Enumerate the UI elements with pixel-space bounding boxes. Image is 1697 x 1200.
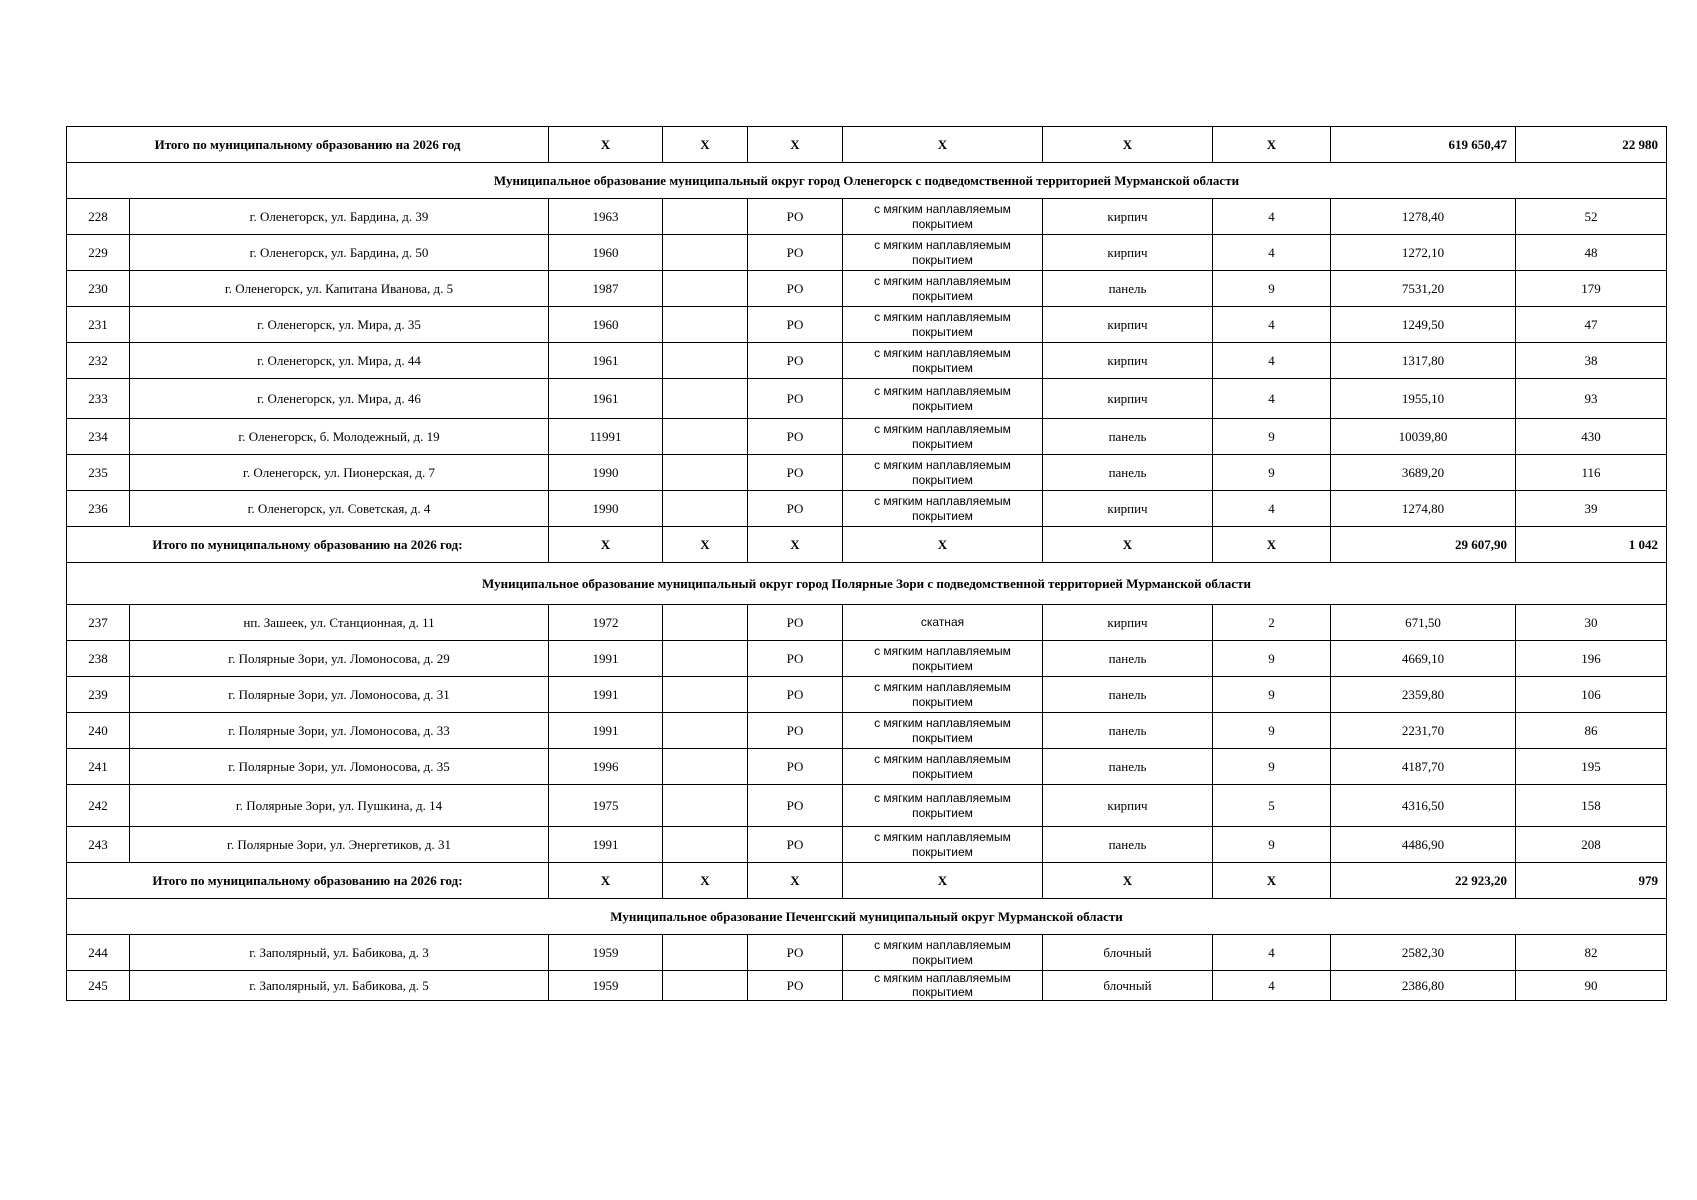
method-cell: РО [748, 455, 843, 491]
total-mark: X [663, 127, 748, 163]
reconstruction-cell [663, 235, 748, 271]
total-mark: X [663, 863, 748, 899]
address-cell: г. Оленегорск, ул. Мира, д. 46 [130, 379, 549, 419]
method-cell: РО [748, 307, 843, 343]
floors-cell: 5 [1213, 785, 1331, 827]
method-cell: РО [748, 641, 843, 677]
residents-cell: 430 [1516, 419, 1667, 455]
total-mark: X [1043, 863, 1213, 899]
residents-cell: 47 [1516, 307, 1667, 343]
residents-cell: 38 [1516, 343, 1667, 379]
area-cell: 2359,80 [1331, 677, 1516, 713]
roof-type-cell: с мягким наплавляемым покрытием [843, 379, 1043, 419]
total-mark: X [1213, 863, 1331, 899]
address-cell: г. Полярные Зори, ул. Ломоносова, д. 31 [130, 677, 549, 713]
year-built-cell: 1991 [549, 827, 663, 863]
method-cell: РО [748, 419, 843, 455]
floors-cell: 9 [1213, 749, 1331, 785]
total-row [67, 863, 1667, 899]
housing-table [66, 126, 1667, 1001]
residents-cell: 86 [1516, 713, 1667, 749]
total-row [67, 127, 1667, 163]
area-cell: 1272,10 [1331, 235, 1516, 271]
table-row [67, 935, 1667, 971]
reconstruction-cell [663, 785, 748, 827]
address-cell: г. Оленегорск, ул. Советская, д. 4 [130, 491, 549, 527]
roof-type-cell: с мягким наплавляемым покрытием [843, 713, 1043, 749]
area-cell: 2231,70 [1331, 713, 1516, 749]
floors-cell: 4 [1213, 307, 1331, 343]
reconstruction-cell [663, 307, 748, 343]
area-cell: 1317,80 [1331, 343, 1516, 379]
row-number: 237 [67, 605, 130, 641]
address-cell: г. Полярные Зори, ул. Энергетиков, д. 31 [130, 827, 549, 863]
wall-material-cell: кирпич [1043, 343, 1213, 379]
row-number: 243 [67, 827, 130, 863]
table-row [67, 605, 1667, 641]
area-cell: 4669,10 [1331, 641, 1516, 677]
wall-material-cell: кирпич [1043, 307, 1213, 343]
area-cell: 1278,40 [1331, 199, 1516, 235]
floors-cell: 4 [1213, 935, 1331, 971]
residents-cell: 106 [1516, 677, 1667, 713]
reconstruction-cell [663, 199, 748, 235]
floors-cell: 4 [1213, 343, 1331, 379]
year-built-cell: 1960 [549, 235, 663, 271]
reconstruction-cell [663, 491, 748, 527]
year-built-cell: 11991 [549, 419, 663, 455]
section-title: Муниципальное образование Печенгский муниципальный округ Мурманской области [67, 899, 1667, 935]
roof-type-cell: с мягким наплавляемым покрытием [843, 749, 1043, 785]
floors-cell: 4 [1213, 379, 1331, 419]
area-cell: 3689,20 [1331, 455, 1516, 491]
roof-type-cell: с мягким наплавляемым покрытием [843, 307, 1043, 343]
year-built-cell: 1960 [549, 307, 663, 343]
residents-cell: 52 [1516, 199, 1667, 235]
row-number: 234 [67, 419, 130, 455]
table-row [67, 677, 1667, 713]
method-cell: РО [748, 605, 843, 641]
year-built-cell: 1991 [549, 641, 663, 677]
total-area: 619 650,47 [1331, 127, 1516, 163]
reconstruction-cell [663, 827, 748, 863]
section-header-row [67, 163, 1667, 199]
year-built-cell: 1963 [549, 199, 663, 235]
floors-cell: 4 [1213, 491, 1331, 527]
roof-type-cell: с мягким наплавляемым покрытием [843, 971, 1043, 1001]
floors-cell: 9 [1213, 677, 1331, 713]
reconstruction-cell [663, 641, 748, 677]
area-cell: 7531,20 [1331, 271, 1516, 307]
address-cell: г. Оленегорск, ул. Капитана Иванова, д. 5 [130, 271, 549, 307]
area-cell: 671,50 [1331, 605, 1516, 641]
table-row [67, 235, 1667, 271]
year-built-cell: 1996 [549, 749, 663, 785]
year-built-cell: 1991 [549, 713, 663, 749]
total-mark: X [748, 127, 843, 163]
row-number: 242 [67, 785, 130, 827]
area-cell: 1955,10 [1331, 379, 1516, 419]
address-cell: г. Полярные Зори, ул. Пушкина, д. 14 [130, 785, 549, 827]
total-label: Итого по муниципальному образованию на 2026 год [67, 127, 549, 163]
method-cell: РО [748, 235, 843, 271]
row-number: 229 [67, 235, 130, 271]
floors-cell: 9 [1213, 271, 1331, 307]
roof-type-cell: с мягким наплавляемым покрытием [843, 677, 1043, 713]
residents-cell: 116 [1516, 455, 1667, 491]
address-cell: г. Оленегорск, ул. Пионерская, д. 7 [130, 455, 549, 491]
row-number: 245 [67, 971, 130, 1001]
table-body [67, 127, 1667, 1001]
reconstruction-cell [663, 713, 748, 749]
residents-cell: 48 [1516, 235, 1667, 271]
method-cell: РО [748, 379, 843, 419]
total-mark: X [549, 527, 663, 563]
address-cell: г. Заполярный, ул. Бабикова, д. 3 [130, 935, 549, 971]
total-mark: X [843, 527, 1043, 563]
year-built-cell: 1991 [549, 677, 663, 713]
floors-cell: 4 [1213, 235, 1331, 271]
total-mark: X [843, 127, 1043, 163]
address-cell: г. Полярные Зори, ул. Ломоносова, д. 29 [130, 641, 549, 677]
table-row [67, 971, 1667, 1001]
reconstruction-cell [663, 271, 748, 307]
method-cell: РО [748, 935, 843, 971]
wall-material-cell: кирпич [1043, 491, 1213, 527]
address-cell: г. Полярные Зори, ул. Ломоносова, д. 35 [130, 749, 549, 785]
residents-cell: 195 [1516, 749, 1667, 785]
roof-type-cell: с мягким наплавляемым покрытием [843, 935, 1043, 971]
wall-material-cell: кирпич [1043, 235, 1213, 271]
wall-material-cell: панель [1043, 419, 1213, 455]
wall-material-cell: панель [1043, 749, 1213, 785]
total-people: 22 980 [1516, 127, 1667, 163]
year-built-cell: 1959 [549, 935, 663, 971]
wall-material-cell: блочный [1043, 935, 1213, 971]
section-title: Муниципальное образование муниципальный округ город Оленегорск с подведомственной территорией Мурманской области [67, 163, 1667, 199]
reconstruction-cell [663, 971, 748, 1001]
address-cell: г. Оленегорск, ул. Бардина, д. 39 [130, 199, 549, 235]
total-people: 1 042 [1516, 527, 1667, 563]
reconstruction-cell [663, 935, 748, 971]
reconstruction-cell [663, 343, 748, 379]
roof-type-cell: с мягким наплавляемым покрытием [843, 199, 1043, 235]
method-cell: РО [748, 677, 843, 713]
table-row [67, 379, 1667, 419]
residents-cell: 30 [1516, 605, 1667, 641]
method-cell: РО [748, 749, 843, 785]
residents-cell: 196 [1516, 641, 1667, 677]
floors-cell: 2 [1213, 605, 1331, 641]
total-mark: X [748, 863, 843, 899]
row-number: 236 [67, 491, 130, 527]
area-cell: 1274,80 [1331, 491, 1516, 527]
total-mark: X [843, 863, 1043, 899]
residents-cell: 208 [1516, 827, 1667, 863]
wall-material-cell: кирпич [1043, 379, 1213, 419]
roof-type-cell: с мягким наплавляемым покрытием [843, 455, 1043, 491]
residents-cell: 39 [1516, 491, 1667, 527]
row-number: 231 [67, 307, 130, 343]
area-cell: 2386,80 [1331, 971, 1516, 1001]
total-people: 979 [1516, 863, 1667, 899]
section-header-row [67, 899, 1667, 935]
roof-type-cell: с мягким наплавляемым покрытием [843, 235, 1043, 271]
year-built-cell: 1987 [549, 271, 663, 307]
floors-cell: 9 [1213, 713, 1331, 749]
total-mark: X [1043, 527, 1213, 563]
wall-material-cell: панель [1043, 827, 1213, 863]
wall-material-cell: панель [1043, 713, 1213, 749]
total-mark: X [1043, 127, 1213, 163]
total-area: 22 923,20 [1331, 863, 1516, 899]
floors-cell: 9 [1213, 827, 1331, 863]
row-number: 238 [67, 641, 130, 677]
row-number: 244 [67, 935, 130, 971]
wall-material-cell: панель [1043, 677, 1213, 713]
floors-cell: 4 [1213, 199, 1331, 235]
year-built-cell: 1972 [549, 605, 663, 641]
method-cell: РО [748, 713, 843, 749]
area-cell: 2582,30 [1331, 935, 1516, 971]
row-number: 241 [67, 749, 130, 785]
floors-cell: 9 [1213, 641, 1331, 677]
year-built-cell: 1961 [549, 343, 663, 379]
floors-cell: 4 [1213, 971, 1331, 1001]
area-cell: 4486,90 [1331, 827, 1516, 863]
total-mark: X [549, 863, 663, 899]
address-cell: г. Оленегорск, ул. Мира, д. 35 [130, 307, 549, 343]
table-row [67, 455, 1667, 491]
reconstruction-cell [663, 677, 748, 713]
reconstruction-cell [663, 749, 748, 785]
roof-type-cell: с мягким наплавляемым покрытием [843, 419, 1043, 455]
table-row [67, 307, 1667, 343]
table-row [67, 827, 1667, 863]
residents-cell: 93 [1516, 379, 1667, 419]
wall-material-cell: панель [1043, 455, 1213, 491]
wall-material-cell: панель [1043, 271, 1213, 307]
roof-type-cell: с мягким наплавляемым покрытием [843, 641, 1043, 677]
row-number: 228 [67, 199, 130, 235]
area-cell: 1249,50 [1331, 307, 1516, 343]
address-cell: нп. Зашеек, ул. Станционная, д. 11 [130, 605, 549, 641]
address-cell: г. Полярные Зори, ул. Ломоносова, д. 33 [130, 713, 549, 749]
method-cell: РО [748, 971, 843, 1001]
table-row [67, 641, 1667, 677]
total-label: Итого по муниципальному образованию на 2026 год: [67, 863, 549, 899]
table-row [67, 343, 1667, 379]
area-cell: 10039,80 [1331, 419, 1516, 455]
roof-type-cell: с мягким наплавляемым покрытием [843, 271, 1043, 307]
area-cell: 4316,50 [1331, 785, 1516, 827]
floors-cell: 9 [1213, 419, 1331, 455]
roof-type-cell: скатная [843, 605, 1043, 641]
method-cell: РО [748, 343, 843, 379]
method-cell: РО [748, 491, 843, 527]
table-row [67, 713, 1667, 749]
row-number: 233 [67, 379, 130, 419]
reconstruction-cell [663, 605, 748, 641]
address-cell: г. Заполярный, ул. Бабикова, д. 5 [130, 971, 549, 1001]
row-number: 235 [67, 455, 130, 491]
total-mark: X [1213, 127, 1331, 163]
roof-type-cell: с мягким наплавляемым покрытием [843, 343, 1043, 379]
total-area: 29 607,90 [1331, 527, 1516, 563]
method-cell: РО [748, 785, 843, 827]
reconstruction-cell [663, 379, 748, 419]
table-row [67, 785, 1667, 827]
year-built-cell: 1990 [549, 455, 663, 491]
year-built-cell: 1975 [549, 785, 663, 827]
roof-type-cell: с мягким наплавляемым покрытием [843, 785, 1043, 827]
table-row [67, 749, 1667, 785]
total-mark: X [748, 527, 843, 563]
total-row [67, 527, 1667, 563]
wall-material-cell: кирпич [1043, 785, 1213, 827]
wall-material-cell: кирпич [1043, 605, 1213, 641]
roof-type-cell: с мягким наплавляемым покрытием [843, 827, 1043, 863]
area-cell: 4187,70 [1331, 749, 1516, 785]
section-title: Муниципальное образование муниципальный округ город Полярные Зори с подведомственной территорией Мурманской области [67, 563, 1667, 605]
table-row [67, 419, 1667, 455]
section-header-row [67, 563, 1667, 605]
address-cell: г. Оленегорск, б. Молодежный, д. 19 [130, 419, 549, 455]
row-number: 240 [67, 713, 130, 749]
total-label: Итого по муниципальному образованию на 2026 год: [67, 527, 549, 563]
year-built-cell: 1959 [549, 971, 663, 1001]
row-number: 239 [67, 677, 130, 713]
year-built-cell: 1990 [549, 491, 663, 527]
total-mark: X [549, 127, 663, 163]
row-number: 232 [67, 343, 130, 379]
table-row [67, 199, 1667, 235]
method-cell: РО [748, 827, 843, 863]
wall-material-cell: кирпич [1043, 199, 1213, 235]
total-mark: X [1213, 527, 1331, 563]
row-number: 230 [67, 271, 130, 307]
residents-cell: 90 [1516, 971, 1667, 1001]
wall-material-cell: блочный [1043, 971, 1213, 1001]
method-cell: РО [748, 199, 843, 235]
reconstruction-cell [663, 419, 748, 455]
year-built-cell: 1961 [549, 379, 663, 419]
residents-cell: 158 [1516, 785, 1667, 827]
roof-type-cell: с мягким наплавляемым покрытием [843, 491, 1043, 527]
residents-cell: 179 [1516, 271, 1667, 307]
address-cell: г. Оленегорск, ул. Бардина, д. 50 [130, 235, 549, 271]
floors-cell: 9 [1213, 455, 1331, 491]
address-cell: г. Оленегорск, ул. Мира, д. 44 [130, 343, 549, 379]
wall-material-cell: панель [1043, 641, 1213, 677]
residents-cell: 82 [1516, 935, 1667, 971]
table-row [67, 271, 1667, 307]
table-row [67, 491, 1667, 527]
reconstruction-cell [663, 455, 748, 491]
method-cell: РО [748, 271, 843, 307]
total-mark: X [663, 527, 748, 563]
